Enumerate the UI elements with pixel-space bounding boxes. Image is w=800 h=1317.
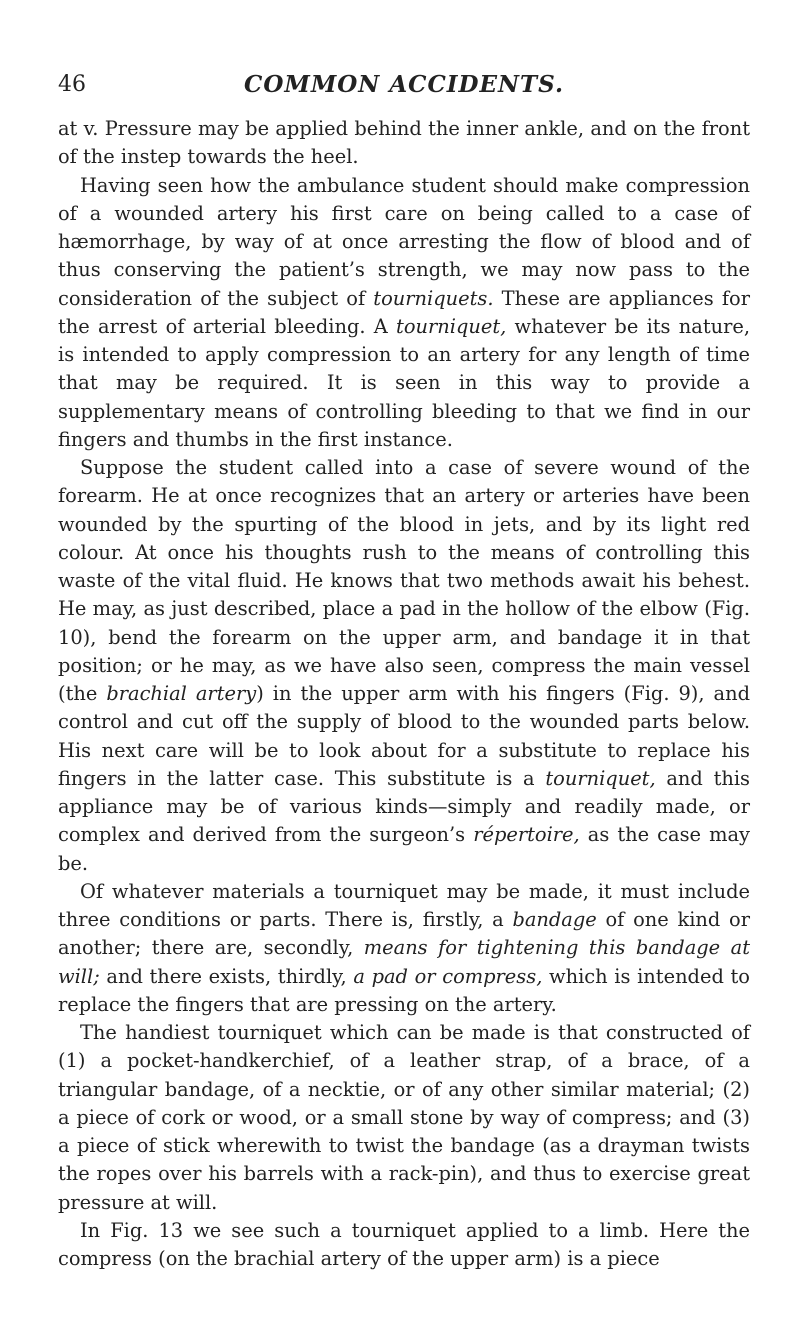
running-title: COMMON ACCIDENTS. <box>244 71 564 98</box>
italic-term: brachial artery <box>106 682 257 705</box>
text-segment: ) in the upper arm with his fingers (Fig. 9), and control and cut off the supply of blood to the wounded parts below. His next care will be to look about for a substitute to replace his fingers in the latter case. This substitute is a <box>58 682 750 790</box>
paragraph <box>58 115 750 172</box>
text-segment: These are appliances for the arrest of arterial bleeding. A <box>58 286 751 338</box>
text-segment: and there exists, thirdly, <box>99 964 354 988</box>
text-segment: In Fig. 13 we see such a tourniquet applied to a limb. Here the compress (on the brachial artery of the upper arm) is a piece <box>58 1218 750 1270</box>
paragraph <box>58 454 750 878</box>
body-text <box>58 115 750 1273</box>
text-segment: of one kind or another; there are, secondly, <box>58 908 750 960</box>
text-segment: whatever be its nature, is intended to apply compression to an artery for any length of time that may be required. It is seen in this way to provide a supplementary means of controlling bleeding to that we find in our fingers and thumbs in the first instance. <box>58 314 751 451</box>
text-segment: Having seen how the ambulance student should make compression of a wounded artery his first care on being called to a case of hæmorrhage, by way of at once arresting the flow of blood and of thus conserving the patient’s strength, we may now pass to the consideration of the subject of <box>58 173 750 310</box>
italic-term: répertoire, <box>473 823 580 847</box>
text-segment: as the case may be. <box>58 823 751 875</box>
italic-term: means for tightening this bandage at will; <box>58 936 750 988</box>
text-segment: and this appliance may be of various kinds—simply and readily made, or complex and derived from the surgeon’s <box>58 766 750 847</box>
page-header <box>58 70 750 110</box>
text-segment: at v. Pressure may be applied behind the inner ankle, and on the front of the instep towards the heel. <box>58 117 750 169</box>
italic-term: tourniquet, <box>396 314 507 338</box>
italic-term: bandage <box>512 908 597 931</box>
paragraph <box>58 172 750 455</box>
paragraph <box>58 878 750 1019</box>
page-number: 46 <box>58 72 86 97</box>
italic-term: tourniquets. <box>373 286 494 310</box>
paragraph <box>58 1019 750 1217</box>
text-segment: Of whatever materials a tourniquet may be made, it must include three conditions or parts. There is, firstly, a <box>58 879 750 931</box>
text-segment: which is intended to replace the fingers that are pressing on the artery. <box>58 964 750 1016</box>
italic-term: tourniquet, <box>545 766 656 790</box>
text-segment: Suppose the student called into a case of severe wound of the forearm. He at once recognizes that an artery or arteries have been wounded by the spurting of the blood in jets, and by its light red colour. At once his thoughts rush to the means of controlling this waste of the vital fluid. He knows that two methods await his behest. He may, as just described, place a pad in the hollow of the elbow (Fig. 10), bend the forearm on the upper arm, and bandage it in that position; or he may, as we have also seen, compress the main vessel (the <box>58 456 750 705</box>
text-segment: The handiest tourniquet which can be made is that constructed of (1) a pocket-handkerchief, of a leather strap, of a brace, of a triangular bandage, of a necktie, or of any other similar material; (2) a piece of cork or wood, or a small stone by way of compress; and (3) a piece of stick wherewith to twist the bandage (as a drayman twists the ropes over his barrels with a rack-pin), and thus to exercise great pressure at will. <box>58 1021 750 1214</box>
italic-term: a pad or compress, <box>353 964 543 988</box>
paragraph <box>58 1217 750 1274</box>
